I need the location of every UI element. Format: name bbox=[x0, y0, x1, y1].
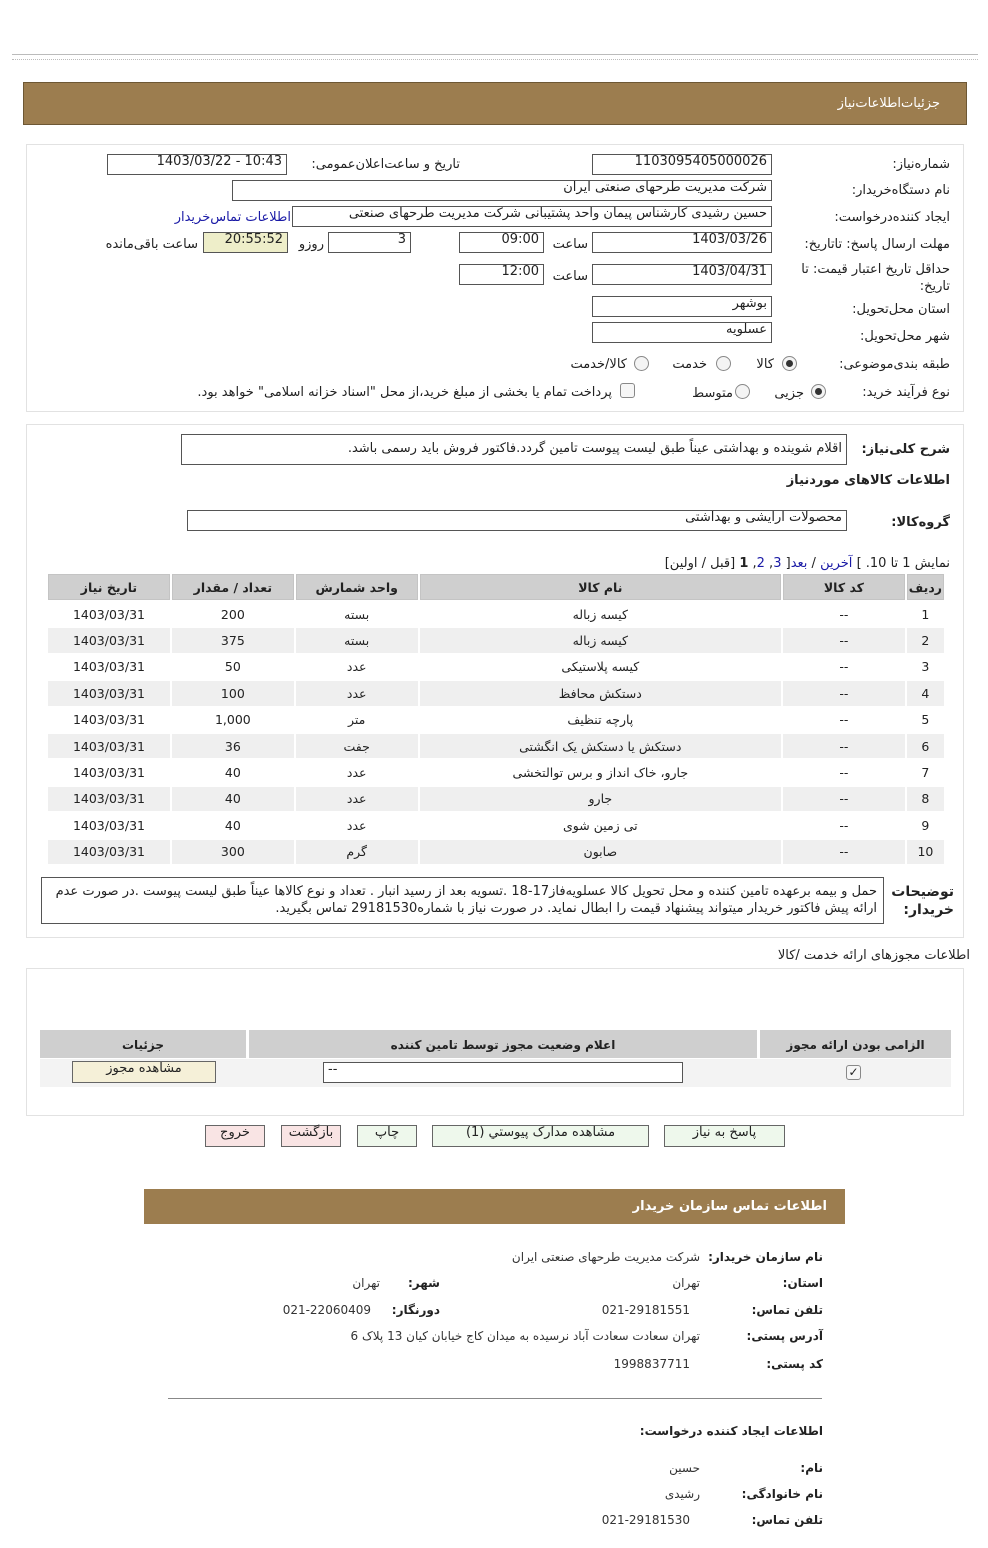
cell-unit: جفت bbox=[296, 734, 418, 758]
need-number-field: 1103095405000026 bbox=[592, 154, 772, 175]
cell-unit: متر bbox=[348, 712, 366, 728]
cell-name: جارو bbox=[420, 787, 781, 811]
cell-row: 3 bbox=[921, 659, 930, 675]
category-label: طبقه بندی‌موضوعی: bbox=[839, 357, 950, 372]
buyer-notes-label-text: توضیحات خریدار: bbox=[891, 884, 954, 918]
creator-label: ایجاد کننده‌درخواست: bbox=[834, 210, 950, 225]
cell-name: کیسه پلاستیکی bbox=[561, 659, 640, 675]
contact-org-value: شرکت مدیریت طرحهای صنعتی ایران bbox=[511, 1250, 700, 1264]
exit-button[interactable]: خروج bbox=[205, 1125, 265, 1147]
deadline-time-label: ساعت bbox=[552, 237, 588, 252]
cell-name: تی زمین شوی bbox=[563, 817, 638, 833]
cell-qty: 1,000 bbox=[214, 712, 251, 728]
th-row: ردیف bbox=[907, 574, 944, 600]
contact-fax-label: دورنگار: bbox=[391, 1303, 440, 1317]
buyer-contact-link[interactable]: اطلاعات تماس‌خریدار bbox=[174, 210, 291, 225]
cell-name: جارو، خاک انداز و برس توالتخشی bbox=[512, 765, 689, 781]
deadline-label: مهلت ارسال پاسخ: تاتاریخ: bbox=[804, 237, 950, 252]
days-label: روزو bbox=[298, 237, 324, 252]
th-name: نام کالا bbox=[420, 574, 781, 600]
cell-qty: 300 bbox=[172, 840, 294, 864]
permits-th-required: الزامی بودن ارائه مجوز bbox=[786, 1038, 925, 1052]
cell-row: 9 bbox=[921, 817, 930, 833]
buyer-notes-text: حمل و بیمه برعهده تامین کننده و محل تحویل کالا عسلویه‌فاز17-18 .تسویه بعد از رسید انبار . تعداد و نوع کالاها عیناً طبق لیست پیوست .در صورت عدم ارائه پیش فاکتور خریدار میتواند پیشنهاد قیمت را ابطال نماید. در صورت نیاز با شماره29181530 تماس بگیرید. bbox=[55, 884, 877, 916]
province-field: بوشهر bbox=[592, 296, 772, 317]
goods-title: اطلاعات کالاهای موردنیاز bbox=[786, 473, 950, 488]
contact-phone-value: 021-29181551 bbox=[601, 1303, 690, 1317]
reply-button[interactable]: پاسخ به نیاز bbox=[664, 1125, 785, 1147]
deadline-time-field: 09:00 bbox=[459, 232, 544, 253]
cell-name: دستکش محافظ bbox=[420, 681, 781, 705]
contact-postal-value: 1998837711 bbox=[613, 1357, 690, 1371]
description-field: اقلام شوینده و بهداشتی عیناً طبق لیست پیوست تامین گردد.فاکتور فروش باید رسمی باشد. bbox=[181, 434, 847, 465]
cell-unit: عدد bbox=[296, 681, 418, 705]
cell-date: 1403/03/31 bbox=[48, 681, 170, 705]
pagination-open-bracket: [ bbox=[785, 556, 791, 571]
process-radio-minor[interactable] bbox=[811, 384, 826, 399]
cell-row: 8 bbox=[907, 787, 944, 811]
cell-date: 1403/03/31 bbox=[48, 628, 170, 652]
cell-row: 4 bbox=[907, 681, 944, 705]
need-number-label: شماره‌نیاز: bbox=[892, 157, 950, 172]
cell-qty: 50 bbox=[224, 659, 241, 675]
buyer-notes-field bbox=[41, 877, 884, 924]
goods-table bbox=[46, 572, 946, 866]
th-unit: واحد شمارش bbox=[296, 574, 418, 600]
cell-unit: بسته bbox=[296, 628, 418, 652]
contact-fax-value: 021-22060409 bbox=[282, 1303, 371, 1317]
page-header bbox=[23, 82, 967, 125]
cell-row: 7 bbox=[921, 765, 930, 781]
buyer-org-field: شرکت مدیریت طرحهای صنعتی ایران bbox=[232, 180, 772, 201]
category-both-label: کالا/خدمت bbox=[570, 357, 627, 372]
process-minor-label: جزیی bbox=[774, 386, 804, 401]
validity-label-text: حداقل تاریخ اعتبار قیمت: تا تاریخ: bbox=[801, 262, 950, 294]
permit-status-value: -- bbox=[328, 1062, 338, 1077]
city-label: شهر محل‌تحویل: bbox=[860, 329, 950, 344]
permits-th-status: اعلام وضعیت مجوز توسط تامین کننده bbox=[390, 1038, 616, 1052]
table-row bbox=[48, 840, 944, 864]
process-medium-label: متوسط bbox=[692, 386, 733, 401]
validity-date-field: 1403/04/31 bbox=[592, 264, 772, 285]
permit-required-checkbox[interactable]: ✓ bbox=[846, 1065, 861, 1080]
table-row bbox=[48, 708, 944, 732]
creator-family-value: رشیدی bbox=[664, 1487, 700, 1501]
cell-row: 1 bbox=[921, 606, 930, 622]
contact-province-value: تهران bbox=[672, 1276, 700, 1290]
contact-title: اطلاعات تماس سازمان خریدار bbox=[632, 1199, 827, 1214]
creator-family-label: نام خانوادگی: bbox=[741, 1487, 823, 1501]
cell-unit: عدد bbox=[296, 787, 418, 811]
remaining-time-field: 20:55:52 bbox=[203, 232, 288, 253]
cell-date: 1403/03/31 bbox=[48, 787, 170, 811]
top-divider bbox=[12, 54, 978, 60]
days-field: 3 bbox=[328, 232, 411, 253]
pagination-page-1: 1 bbox=[739, 556, 749, 571]
cell-name: کیسه زباله bbox=[420, 628, 781, 652]
contact-org-label: نام سازمان خریدار: bbox=[708, 1250, 823, 1264]
payment-note: پرداخت تمام یا بخشی از مبلغ خرید،از محل "اسناد خزانه اسلامی" خواهد بود. bbox=[197, 385, 612, 400]
table-row bbox=[48, 602, 944, 626]
category-goods-label: کالا bbox=[756, 357, 774, 372]
cell-row: 10 bbox=[907, 840, 944, 864]
cell-unit: عدد bbox=[346, 817, 367, 833]
cell-name: کیسه زباله bbox=[572, 606, 628, 622]
validity-time-field: 12:00 bbox=[459, 264, 544, 285]
cell-name: صابون bbox=[420, 840, 781, 864]
cell-row: 5 bbox=[921, 712, 930, 728]
remaining-label: ساعت باقی‌مانده bbox=[105, 237, 198, 252]
validity-label bbox=[790, 261, 950, 295]
category-service-label: خدمت bbox=[672, 357, 707, 372]
province-label: استان محل‌تحویل: bbox=[852, 302, 950, 317]
attachments-button[interactable]: مشاهده مدارک پیوستي (1) bbox=[432, 1125, 649, 1147]
creator-name-label: نام: bbox=[800, 1461, 823, 1475]
creator-phone-label: تلفن تماس: bbox=[751, 1513, 823, 1527]
cell-date: 1403/03/31 bbox=[48, 734, 170, 758]
pagination-sep: / bbox=[811, 556, 816, 571]
pagination-text: نمایش 1 تا 10. ] bbox=[856, 556, 950, 571]
announce-field: 1403/03/22 - 10:43 bbox=[107, 154, 287, 175]
cell-row: 6 bbox=[907, 734, 944, 758]
cell-code: -- bbox=[783, 840, 905, 864]
cell-code: -- bbox=[839, 659, 849, 675]
city-field: عسلویه bbox=[592, 322, 772, 343]
table-row bbox=[48, 628, 944, 652]
cell-code: -- bbox=[783, 734, 905, 758]
creator-phone-value: 021-29181530 bbox=[601, 1513, 690, 1527]
table-row bbox=[48, 787, 944, 811]
contact-phone-label: تلفن تماس: bbox=[751, 1303, 823, 1317]
permit-status-field bbox=[323, 1062, 683, 1083]
permits-th-details: جزئیات bbox=[121, 1038, 165, 1052]
cell-name: دستکش یا دستکش یک انگشتی bbox=[420, 734, 781, 758]
validity-time-label: ساعت bbox=[552, 269, 588, 284]
contact-city-label: شهر: bbox=[408, 1276, 440, 1290]
pagination-page-2[interactable]: 2 bbox=[756, 556, 765, 571]
pagination-prev-first: [قبل / اولین] bbox=[664, 556, 736, 571]
cell-name: پارچه تنظیف bbox=[567, 712, 634, 728]
page-title: جزئیات‌اطلاعات‌نیاز bbox=[837, 96, 940, 111]
creator-field: حسین رشیدی کارشناس پیمان واحد پشتیبانی شرکت مدیریت طرحهای صنعتی bbox=[292, 206, 772, 227]
table-row bbox=[48, 681, 944, 705]
table-row bbox=[48, 813, 944, 837]
table-row bbox=[48, 655, 944, 679]
contact-province-label: استان: bbox=[782, 1276, 823, 1290]
category-radio-goods[interactable] bbox=[782, 356, 797, 371]
cell-unit: بسته bbox=[344, 606, 370, 622]
cell-code: -- bbox=[839, 712, 849, 728]
cell-code: -- bbox=[783, 787, 905, 811]
th-date: تاریخ نیاز bbox=[48, 574, 170, 600]
cell-unit: عدد bbox=[346, 659, 367, 675]
view-permit-button[interactable]: مشاهده مجوز bbox=[72, 1061, 216, 1083]
announce-label: تاریخ و ساعت‌اعلان‌عمومی: bbox=[311, 157, 460, 172]
cell-unit: گرم bbox=[296, 840, 418, 864]
contact-city-value: تهران bbox=[352, 1276, 380, 1290]
creator-info-title: اطلاعات ایجاد کننده درخواست: bbox=[639, 1424, 823, 1438]
print-button[interactable]: چاپ bbox=[357, 1125, 417, 1147]
cell-qty: 200 bbox=[220, 606, 245, 622]
cell-date: 1403/03/31 bbox=[48, 840, 170, 864]
th-code: کد کالا bbox=[783, 574, 905, 600]
pagination-page-3[interactable]: 3 bbox=[773, 556, 782, 571]
cell-code: -- bbox=[783, 628, 905, 652]
cell-date: 1403/03/31 bbox=[72, 659, 145, 675]
cell-qty: 375 bbox=[172, 628, 294, 652]
buyer-org-label: نام دستگاه‌خریدار: bbox=[851, 183, 950, 198]
contact-header bbox=[144, 1189, 845, 1224]
cell-date: 1403/03/31 bbox=[72, 606, 145, 622]
process-radio-medium[interactable] bbox=[735, 384, 750, 399]
pagination-next[interactable]: بعد bbox=[790, 556, 808, 571]
cell-qty: 100 bbox=[172, 681, 294, 705]
group-label: گروه‌کالا: bbox=[891, 515, 950, 530]
pagination-last[interactable]: آخرین bbox=[820, 556, 853, 571]
cell-date: 1403/03/31 bbox=[72, 712, 145, 728]
cell-code: -- bbox=[839, 817, 849, 833]
contact-address-label: آدرس پستی: bbox=[746, 1329, 823, 1343]
cell-code: -- bbox=[839, 765, 849, 781]
back-button[interactable]: بازگشت bbox=[281, 1125, 341, 1147]
cell-code: -- bbox=[839, 606, 849, 622]
cell-date: 1403/03/31 bbox=[72, 817, 145, 833]
cell-qty: 36 bbox=[172, 734, 294, 758]
table-header-row bbox=[48, 574, 944, 600]
payment-checkbox[interactable] bbox=[620, 383, 635, 398]
cell-qty: 40 bbox=[224, 765, 241, 781]
cell-row: 2 bbox=[907, 628, 944, 652]
category-radio-service[interactable] bbox=[716, 356, 731, 371]
deadline-date-field: 1403/03/26 bbox=[592, 232, 772, 253]
th-qty: تعداد / مقدار bbox=[172, 574, 294, 600]
pagination: نمایش 1 تا 10. ] آخرین / بعد[ 3, 2, 1 [قبل / اولین] bbox=[664, 556, 950, 571]
contact-postal-label: کد پستی: bbox=[766, 1357, 823, 1371]
description-label: شرح کلی‌نیاز: bbox=[861, 442, 950, 457]
cell-qty: 40 bbox=[224, 817, 241, 833]
table-row bbox=[48, 734, 944, 758]
table-row bbox=[48, 760, 944, 784]
cell-qty: 40 bbox=[172, 787, 294, 811]
creator-name-value: حسین bbox=[669, 1461, 700, 1475]
category-radio-both[interactable] bbox=[634, 356, 649, 371]
buyer-notes-label bbox=[891, 883, 954, 919]
permits-title: اطلاعات مجوزهای ارائه خدمت /کالا bbox=[777, 948, 970, 963]
contact-divider bbox=[168, 1398, 822, 1399]
cell-code: -- bbox=[783, 681, 905, 705]
cell-unit: عدد bbox=[346, 765, 367, 781]
group-field: محصولات آرایشی و بهداشتی bbox=[187, 510, 847, 531]
contact-address-value: تهران سعادت سعادت آباد نرسیده به میدان کاج خیابان کیان 13 پلاک 6 bbox=[350, 1329, 700, 1343]
cell-date: 1403/03/31 bbox=[72, 765, 145, 781]
process-label: نوع فرآیند خرید: bbox=[862, 385, 950, 400]
